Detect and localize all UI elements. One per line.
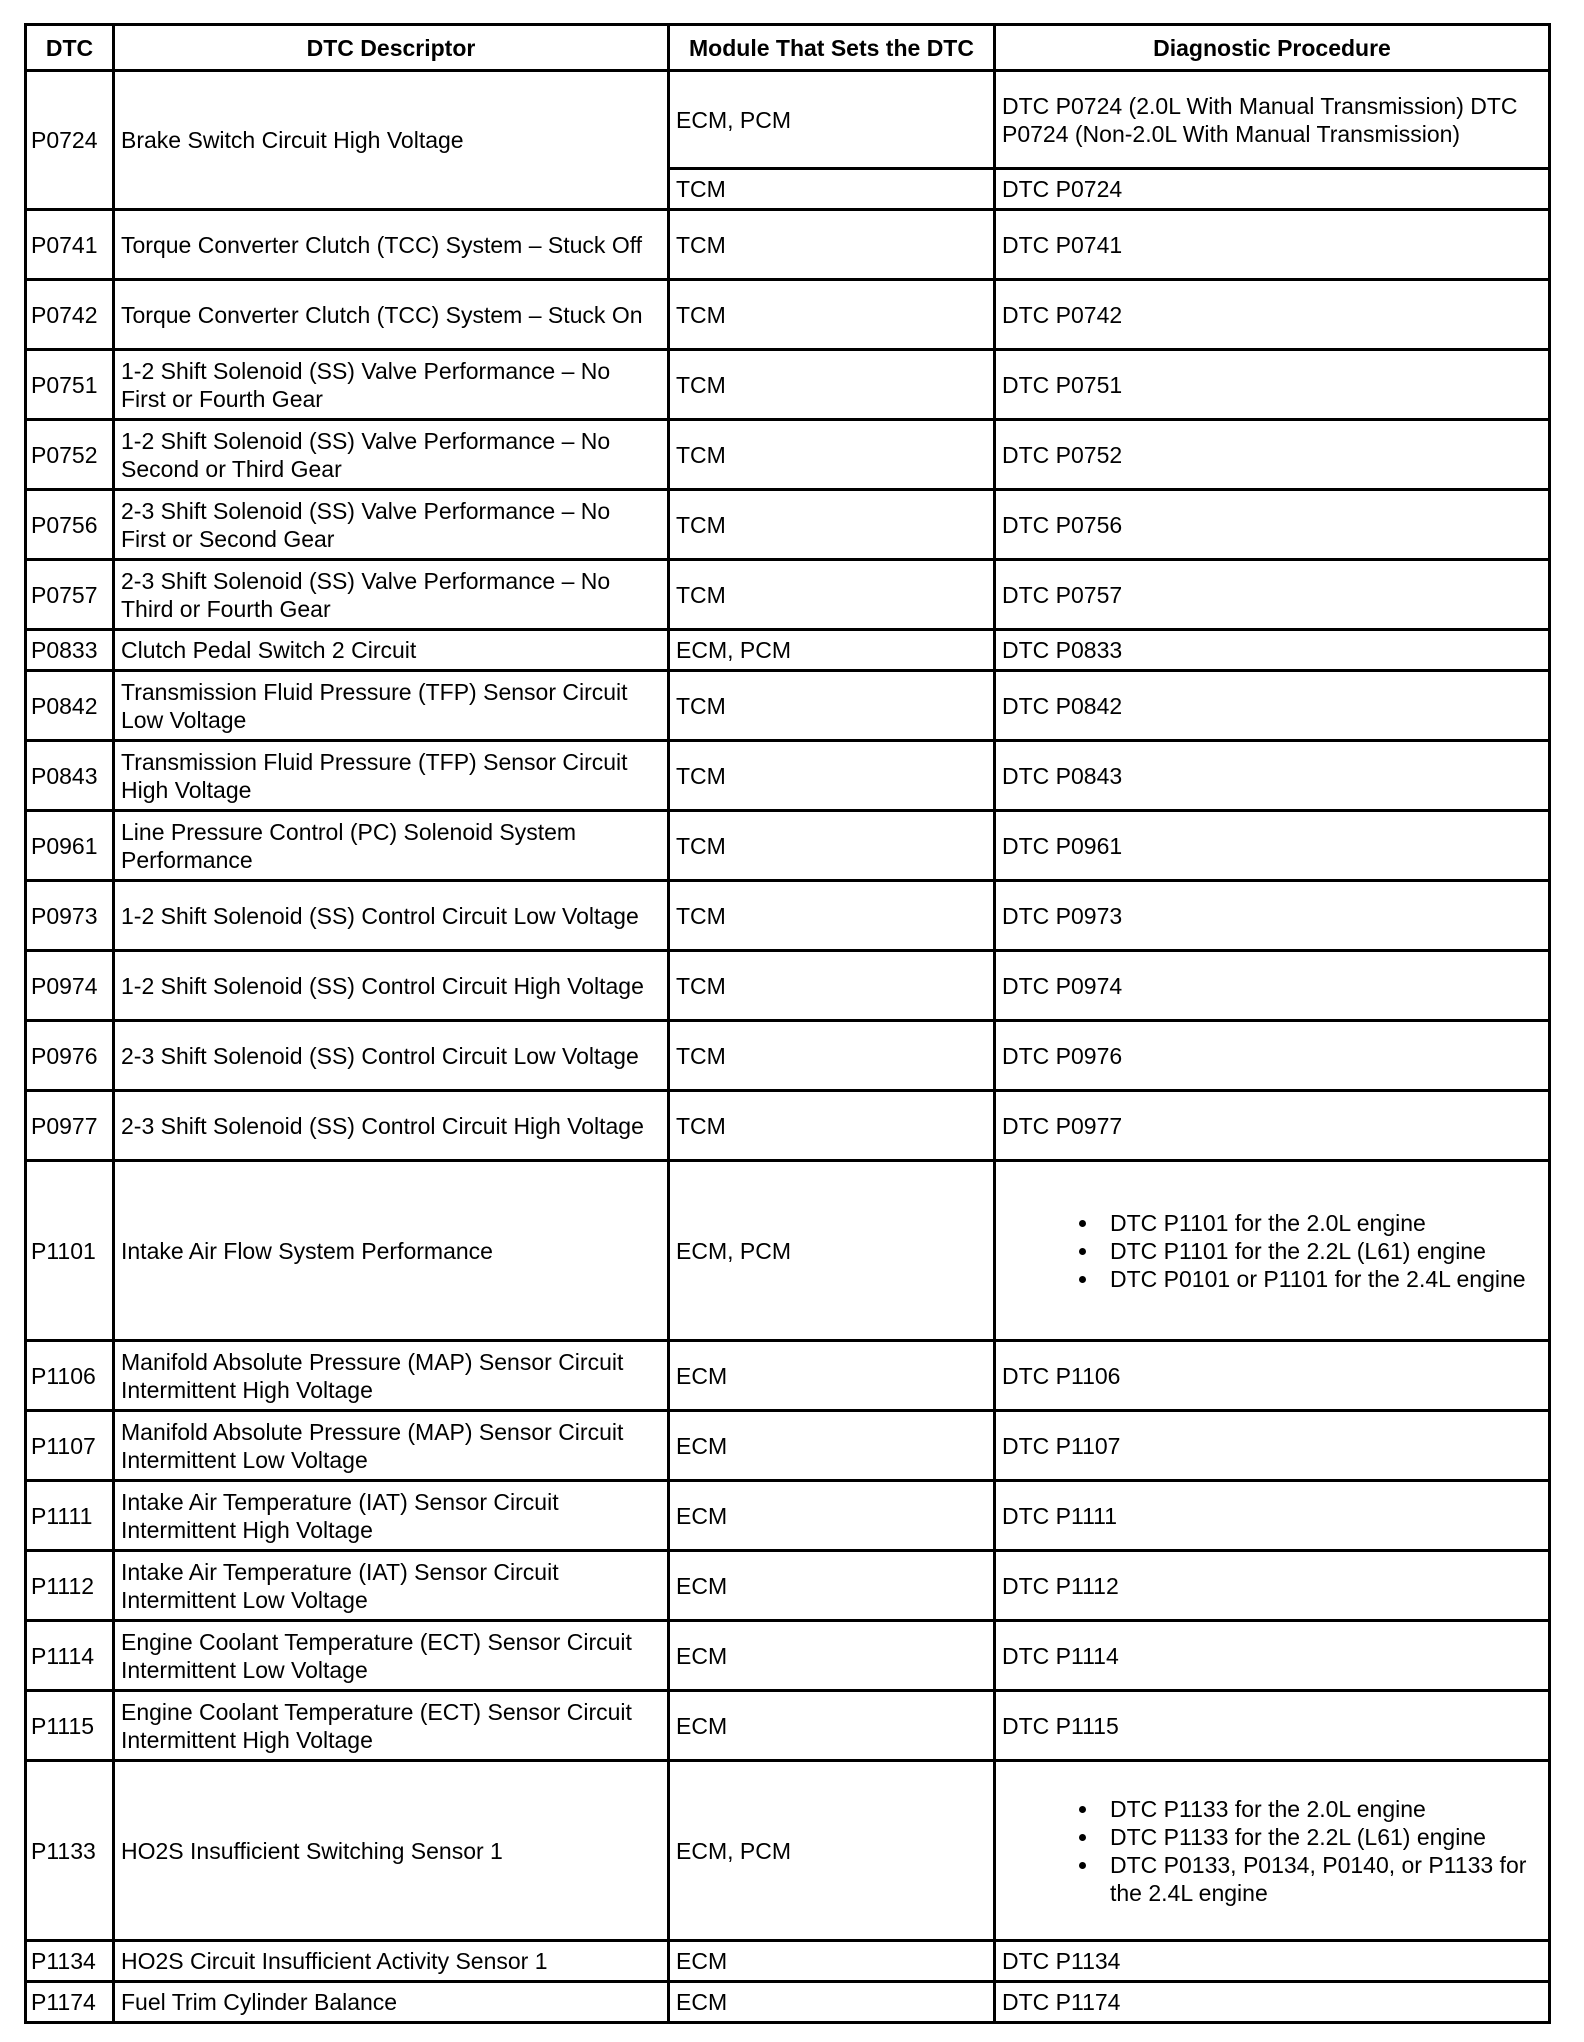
table-row bbox=[26, 1761, 1550, 1941]
diagnostic-procedure: DTC P0961 bbox=[995, 811, 1550, 881]
module: TCM bbox=[669, 1091, 995, 1161]
table-row bbox=[26, 741, 1550, 811]
diagnostic-procedure: DTC P0842 bbox=[995, 671, 1550, 741]
diagnostic-procedure: DTC P0977 bbox=[995, 1091, 1550, 1161]
dtc-code: P0751 bbox=[26, 350, 114, 420]
dtc-descriptor: 1-2 Shift Solenoid (SS) Control Circuit High Voltage bbox=[114, 951, 669, 1021]
dtc-descriptor: Torque Converter Clutch (TCC) System – Stuck On bbox=[114, 280, 669, 350]
module: ECM bbox=[669, 1982, 995, 2023]
dtc-descriptor: HO2S Insufficient Switching Sensor 1 bbox=[114, 1761, 669, 1941]
dtc-code: P1101 bbox=[26, 1161, 114, 1341]
header-module: Module That Sets the DTC bbox=[669, 25, 995, 71]
dtc-descriptor: 2-3 Shift Solenoid (SS) Control Circuit Low Voltage bbox=[114, 1021, 669, 1091]
table-row bbox=[26, 630, 1550, 671]
module: ECM, PCM bbox=[669, 630, 995, 671]
module: TCM bbox=[669, 881, 995, 951]
table-row bbox=[26, 350, 1550, 420]
module: ECM, PCM bbox=[669, 1161, 995, 1341]
table-row bbox=[26, 671, 1550, 741]
dtc-code: P0976 bbox=[26, 1021, 114, 1091]
diagnostic-procedure: DTC P0742 bbox=[995, 280, 1550, 350]
list-item: • DTC P0133, P0134, P0140, or P1133 for the 2.4L engine bbox=[1100, 1851, 1542, 1907]
module: TCM bbox=[669, 811, 995, 881]
diagnostic-procedure: DTC P0757 bbox=[995, 560, 1550, 630]
header-row bbox=[26, 25, 1550, 71]
diagnostic-procedure: DTC P0751 bbox=[995, 350, 1550, 420]
diagnostic-procedure: DTC P0833 bbox=[995, 630, 1550, 671]
module: ECM bbox=[669, 1621, 995, 1691]
dtc-descriptor: 1-2 Shift Solenoid (SS) Valve Performance – No Second or Third Gear bbox=[114, 420, 669, 490]
table-row bbox=[26, 1411, 1550, 1481]
dtc-code: P0724 bbox=[26, 71, 114, 210]
table-row bbox=[26, 1982, 1550, 2023]
module: TCM bbox=[669, 280, 995, 350]
module: ECM, PCM bbox=[669, 71, 995, 169]
module: ECM bbox=[669, 1691, 995, 1761]
dtc-descriptor: 1-2 Shift Solenoid (SS) Control Circuit Low Voltage bbox=[114, 881, 669, 951]
table-row bbox=[26, 881, 1550, 951]
dtc-code: P0843 bbox=[26, 741, 114, 811]
dtc-code: P0977 bbox=[26, 1091, 114, 1161]
module: TCM bbox=[669, 741, 995, 811]
dtc-code: P0752 bbox=[26, 420, 114, 490]
dtc-code: P1174 bbox=[26, 1982, 114, 2023]
procedure-list bbox=[1002, 1795, 1542, 1907]
diagnostic-procedure: DTC P0976 bbox=[995, 1021, 1550, 1091]
diagnostic-procedure: DTC P1174 bbox=[995, 1982, 1550, 2023]
header-dtc: DTC bbox=[26, 25, 114, 71]
dtc-code: P0756 bbox=[26, 490, 114, 560]
diagnostic-procedure: DTC P0756 bbox=[995, 490, 1550, 560]
header-descriptor: DTC Descriptor bbox=[114, 25, 669, 71]
diagnostic-procedure: DTC P0843 bbox=[995, 741, 1550, 811]
table-row bbox=[26, 560, 1550, 630]
diagnostic-procedure bbox=[995, 1161, 1550, 1341]
diagnostic-procedure: DTC P1107 bbox=[995, 1411, 1550, 1481]
dtc-code: P0741 bbox=[26, 210, 114, 280]
dtc-descriptor: Transmission Fluid Pressure (TFP) Sensor Circuit High Voltage bbox=[114, 741, 669, 811]
table-row bbox=[26, 1551, 1550, 1621]
list-item: • DTC P1133 for the 2.0L engine bbox=[1100, 1795, 1542, 1823]
module: TCM bbox=[669, 671, 995, 741]
table-row bbox=[26, 1621, 1550, 1691]
module: ECM, PCM bbox=[669, 1761, 995, 1941]
diagnostic-procedure: DTC P1134 bbox=[995, 1941, 1550, 1982]
header-procedure: Diagnostic Procedure bbox=[995, 25, 1550, 71]
diagnostic-procedure: DTC P1115 bbox=[995, 1691, 1550, 1761]
dtc-descriptor: 2-3 Shift Solenoid (SS) Control Circuit High Voltage bbox=[114, 1091, 669, 1161]
table-row bbox=[26, 1481, 1550, 1551]
dtc-code: P0961 bbox=[26, 811, 114, 881]
table-row bbox=[26, 951, 1550, 1021]
dtc-descriptor: Intake Air Temperature (IAT) Sensor Circuit Intermittent High Voltage bbox=[114, 1481, 669, 1551]
table-row bbox=[26, 71, 1550, 169]
dtc-code: P0757 bbox=[26, 560, 114, 630]
module: TCM bbox=[669, 560, 995, 630]
dtc-descriptor: Fuel Trim Cylinder Balance bbox=[114, 1982, 669, 2023]
module: TCM bbox=[669, 350, 995, 420]
table-row bbox=[26, 1161, 1550, 1341]
diagnostic-procedure: DTC P0973 bbox=[995, 881, 1550, 951]
dtc-descriptor: 1-2 Shift Solenoid (SS) Valve Performance – No First or Fourth Gear bbox=[114, 350, 669, 420]
diagnostic-procedure bbox=[995, 1761, 1550, 1941]
dtc-code: P0742 bbox=[26, 280, 114, 350]
dtc-descriptor: Manifold Absolute Pressure (MAP) Sensor Circuit Intermittent Low Voltage bbox=[114, 1411, 669, 1481]
dtc-descriptor: 2-3 Shift Solenoid (SS) Valve Performance – No Third or Fourth Gear bbox=[114, 560, 669, 630]
module: ECM bbox=[669, 1941, 995, 1982]
dtc-code: P1133 bbox=[26, 1761, 114, 1941]
dtc-descriptor: Line Pressure Control (PC) Solenoid System Performance bbox=[114, 811, 669, 881]
table-row bbox=[26, 490, 1550, 560]
dtc-code: P1115 bbox=[26, 1691, 114, 1761]
dtc-code: P1111 bbox=[26, 1481, 114, 1551]
module: TCM bbox=[669, 1021, 995, 1091]
dtc-descriptor: HO2S Circuit Insufficient Activity Sensor 1 bbox=[114, 1941, 669, 1982]
module: TCM bbox=[669, 169, 995, 210]
diagnostic-procedure: DTC P0741 bbox=[995, 210, 1550, 280]
diagnostic-procedure: DTC P0752 bbox=[995, 420, 1550, 490]
module: TCM bbox=[669, 951, 995, 1021]
dtc-code: P0842 bbox=[26, 671, 114, 741]
module: TCM bbox=[669, 210, 995, 280]
list-item: • DTC P1133 for the 2.2L (L61) engine bbox=[1100, 1823, 1542, 1851]
table-row bbox=[26, 1021, 1550, 1091]
module: TCM bbox=[669, 420, 995, 490]
module: ECM bbox=[669, 1341, 995, 1411]
dtc-code: P1106 bbox=[26, 1341, 114, 1411]
dtc-code: P1134 bbox=[26, 1941, 114, 1982]
dtc-descriptor: Torque Converter Clutch (TCC) System – Stuck Off bbox=[114, 210, 669, 280]
diagnostic-procedure: DTC P1114 bbox=[995, 1621, 1550, 1691]
table-row bbox=[26, 1941, 1550, 1982]
diagnostic-procedure: DTC P0724 (2.0L With Manual Transmission) DTC P0724 (Non-2.0L With Manual Transmission) bbox=[995, 71, 1550, 169]
dtc-descriptor: Brake Switch Circuit High Voltage bbox=[114, 71, 669, 210]
dtc-code: P0833 bbox=[26, 630, 114, 671]
dtc-descriptor: Clutch Pedal Switch 2 Circuit bbox=[114, 630, 669, 671]
dtc-descriptor: Manifold Absolute Pressure (MAP) Sensor Circuit Intermittent High Voltage bbox=[114, 1341, 669, 1411]
list-item: • DTC P0101 or P1101 for the 2.4L engine bbox=[1100, 1265, 1542, 1293]
module: ECM bbox=[669, 1411, 995, 1481]
table-row bbox=[26, 1691, 1550, 1761]
diagnostic-procedure: DTC P0974 bbox=[995, 951, 1550, 1021]
dtc-code: P1107 bbox=[26, 1411, 114, 1481]
dtc-descriptor: Intake Air Flow System Performance bbox=[114, 1161, 669, 1341]
table-row bbox=[26, 811, 1550, 881]
dtc-code: P1114 bbox=[26, 1621, 114, 1691]
dtc-table bbox=[24, 23, 1551, 2024]
table-row bbox=[26, 280, 1550, 350]
diagnostic-procedure: DTC P1106 bbox=[995, 1341, 1550, 1411]
dtc-code: P0973 bbox=[26, 881, 114, 951]
module: TCM bbox=[669, 490, 995, 560]
diagnostic-procedure: DTC P1111 bbox=[995, 1481, 1550, 1551]
dtc-descriptor: 2-3 Shift Solenoid (SS) Valve Performance – No First or Second Gear bbox=[114, 490, 669, 560]
module: ECM bbox=[669, 1551, 995, 1621]
dtc-descriptor: Engine Coolant Temperature (ECT) Sensor Circuit Intermittent High Voltage bbox=[114, 1691, 669, 1761]
table-row bbox=[26, 1091, 1550, 1161]
table-row bbox=[26, 210, 1550, 280]
list-item: • DTC P1101 for the 2.0L engine bbox=[1100, 1209, 1542, 1237]
dtc-code: P0974 bbox=[26, 951, 114, 1021]
diagnostic-procedure: DTC P1112 bbox=[995, 1551, 1550, 1621]
dtc-code: P1112 bbox=[26, 1551, 114, 1621]
table-row bbox=[26, 1341, 1550, 1411]
dtc-descriptor: Engine Coolant Temperature (ECT) Sensor Circuit Intermittent Low Voltage bbox=[114, 1621, 669, 1691]
module: ECM bbox=[669, 1481, 995, 1551]
dtc-descriptor: Intake Air Temperature (IAT) Sensor Circuit Intermittent Low Voltage bbox=[114, 1551, 669, 1621]
dtc-descriptor: Transmission Fluid Pressure (TFP) Sensor Circuit Low Voltage bbox=[114, 671, 669, 741]
diagnostic-procedure: DTC P0724 bbox=[995, 169, 1550, 210]
list-item: • DTC P1101 for the 2.2L (L61) engine bbox=[1100, 1237, 1542, 1265]
table-row bbox=[26, 420, 1550, 490]
procedure-list bbox=[1002, 1209, 1542, 1293]
